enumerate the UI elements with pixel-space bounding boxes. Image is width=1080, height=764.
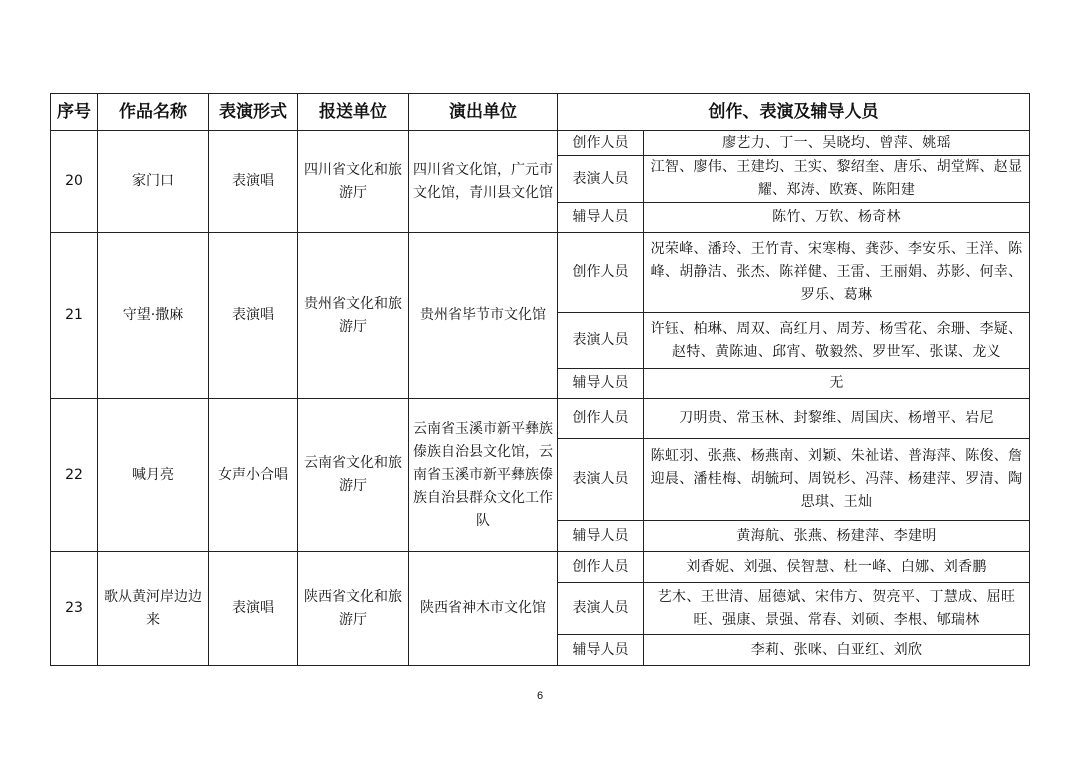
row-number: 21: [51, 233, 98, 399]
performing-unit: 四川省文化馆，广元市文化馆，青川县文化馆: [409, 131, 558, 233]
role-names: 廖艺力、丁一、吴晓均、曾萍、姚瑶: [644, 131, 1030, 156]
submitting-unit: 陕西省文化和旅游厅: [298, 552, 409, 666]
submitting-unit: 贵州省文化和旅游厅: [298, 233, 409, 399]
header-form: 表演形式: [209, 94, 298, 131]
page-number: 6: [536, 690, 544, 702]
header-seq: 序号: [51, 94, 98, 131]
roster-table: [50, 93, 1030, 666]
table-row: [51, 399, 1030, 439]
work-title: 歌从黄河岸边边来: [98, 552, 209, 666]
role-names: 况荣峰、潘玲、王竹青、宋寒梅、龚莎、李安乐、王洋、陈峰、胡静洁、张杰、陈祥健、王雷、王丽娟、苏影、何幸、罗乐、葛琳: [644, 233, 1030, 313]
performance-form: 表演唱: [209, 131, 298, 233]
role-names: 黄海航、张燕、杨建萍、李建明: [644, 521, 1030, 552]
role-label: 创作人员: [558, 233, 644, 313]
table-row: [51, 552, 1030, 583]
role-label: 表演人员: [558, 583, 644, 635]
role-label: 辅导人员: [558, 635, 644, 666]
row-number: 23: [51, 552, 98, 666]
role-names: 陈竹、万钦、杨奇林: [644, 203, 1030, 233]
table-row: [51, 131, 1030, 156]
role-label: 创作人员: [558, 552, 644, 583]
header-people: 创作、表演及辅导人员: [558, 94, 1030, 131]
performance-form: 女声小合唱: [209, 399, 298, 552]
header-row: [51, 94, 1030, 131]
role-label: 辅导人员: [558, 521, 644, 552]
performing-unit: 云南省玉溪市新平彝族傣族自治县文化馆，云南省玉溪市新平彝族傣族自治县群众文化工作队: [409, 399, 558, 552]
submitting-unit: 四川省文化和旅游厅: [298, 131, 409, 233]
work-title: 家门口: [98, 131, 209, 233]
role-label: 创作人员: [558, 131, 644, 156]
row-number: 20: [51, 131, 98, 233]
role-names: 刘香妮、刘强、侯智慧、杜一峰、白娜、刘香鹏: [644, 552, 1030, 583]
submitting-unit: 云南省文化和旅游厅: [298, 399, 409, 552]
role-names: 江智、廖伟、王建均、王实、黎绍奎、唐乐、胡堂辉、赵显耀、郑涛、欧赛、陈阳建: [644, 156, 1030, 203]
role-names: 无: [644, 369, 1030, 399]
role-names: 李莉、张咪、白亚红、刘欣: [644, 635, 1030, 666]
header-title: 作品名称: [98, 94, 209, 131]
role-label: 表演人员: [558, 439, 644, 521]
role-names: 陈虹羽、张燕、杨燕南、刘颖、朱祉诺、普海萍、陈俊、詹迎晨、潘桂梅、胡毓珂、周锐杉、冯萍、杨建萍、罗清、陶思琪、王灿: [644, 439, 1030, 521]
table-row: [51, 233, 1030, 313]
role-names: 许钰、柏琳、周双、高红月、周芳、杨雪花、余珊、李疑、赵特、黄陈迪、邱宵、敬毅然、罗世军、张谋、龙义: [644, 313, 1030, 369]
row-number: 22: [51, 399, 98, 552]
role-label: 表演人员: [558, 313, 644, 369]
role-label: 创作人员: [558, 399, 644, 439]
role-names: 刀明贵、常玉林、封黎维、周国庆、杨增平、岩尼: [644, 399, 1030, 439]
role-label: 辅导人员: [558, 203, 644, 233]
performance-form: 表演唱: [209, 233, 298, 399]
role-label: 表演人员: [558, 156, 644, 203]
work-title: 喊月亮: [98, 399, 209, 552]
work-title: 守望·撒麻: [98, 233, 209, 399]
header-submitter: 报送单位: [298, 94, 409, 131]
performing-unit: 陕西省神木市文化馆: [409, 552, 558, 666]
role-names: 艺木、王世清、屈德斌、宋伟方、贺亮平、丁慧成、屈旺旺、强康、景强、常春、刘硕、李根、郇瑞林: [644, 583, 1030, 635]
header-performer: 演出单位: [409, 94, 558, 131]
role-label: 辅导人员: [558, 369, 644, 399]
performance-form: 表演唱: [209, 552, 298, 666]
performing-unit: 贵州省毕节市文化馆: [409, 233, 558, 399]
